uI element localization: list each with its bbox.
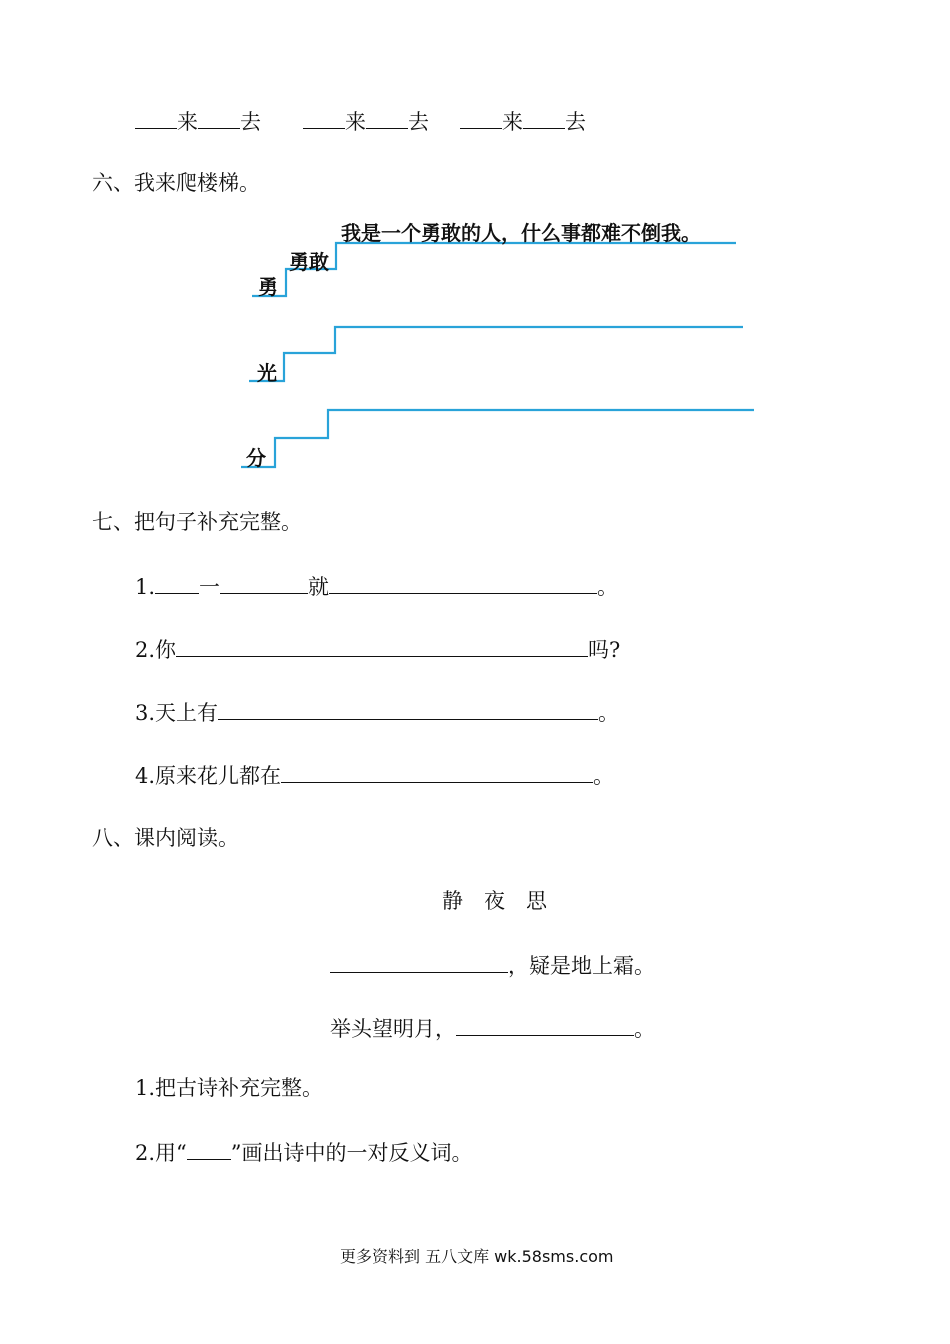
stair-1-first: 勇 <box>258 275 278 299</box>
blank[interactable] <box>218 699 598 720</box>
blank[interactable] <box>456 1015 634 1036</box>
blank[interactable] <box>329 573 597 594</box>
poem-line-1 <box>330 952 655 978</box>
section8-title: 八、课内阅读。 <box>92 826 239 850</box>
period: 。 <box>634 1017 655 1041</box>
word-lai: 来 <box>502 110 523 134</box>
section6-title: 六、我来爬楼梯。 <box>92 171 260 195</box>
section7-title: 七、把句子补充完整。 <box>92 510 302 534</box>
poem-line-1-text: ，疑是地上霜。 <box>508 954 655 978</box>
sentence-3 <box>135 699 619 725</box>
stair-3 <box>241 410 754 467</box>
blank[interactable] <box>155 573 199 594</box>
q2-start: 2.用“ <box>135 1141 187 1165</box>
question-2 <box>135 1139 473 1165</box>
blank[interactable] <box>220 573 308 594</box>
q2-end: 吗? <box>588 638 621 662</box>
q3-start: 3.天上有 <box>135 701 219 725</box>
q4-start: 4.原来花儿都在 <box>135 764 282 788</box>
q4-end: 。 <box>593 764 615 788</box>
stair-2 <box>249 327 743 381</box>
question-1: 1.把古诗补充完整。 <box>135 1076 324 1100</box>
footer-text: 更多资料到 五八文库 wk.58sms.com <box>340 1247 614 1266</box>
blank[interactable] <box>330 952 508 973</box>
stair-3-first: 分 <box>246 446 266 470</box>
poem-line-2-text: 举头望明月， <box>330 1017 456 1041</box>
word-jiu: 就 <box>308 575 330 599</box>
poem-title: 静 夜 思 <box>442 889 547 913</box>
word-qu: 去 <box>240 110 261 134</box>
q1-number: 1. <box>135 575 156 599</box>
q2-end: ”画出诗中的一对反义词。 <box>230 1141 473 1165</box>
stair-1-sentence: 我是一个勇敢的人，什么事都难不倒我。 <box>341 221 701 245</box>
poem-line-2 <box>330 1015 655 1041</box>
period: 。 <box>597 575 619 599</box>
word-lai: 来 <box>345 110 366 134</box>
sentence-2 <box>135 636 620 662</box>
stair-1-second: 勇敢 <box>289 250 329 274</box>
sentence-1 <box>135 573 618 599</box>
word-lai: 来 <box>177 110 198 134</box>
stair-2-first: 光 <box>257 361 277 385</box>
blank[interactable] <box>187 1139 231 1160</box>
q2-start: 2.你 <box>135 638 177 662</box>
word-qu: 去 <box>565 110 586 134</box>
sentence-4 <box>135 762 614 788</box>
word-qu: 去 <box>408 110 429 134</box>
q3-end: 。 <box>598 701 620 725</box>
blank[interactable] <box>176 636 588 657</box>
blank[interactable] <box>281 762 593 783</box>
word-yi: 一 <box>199 575 221 599</box>
